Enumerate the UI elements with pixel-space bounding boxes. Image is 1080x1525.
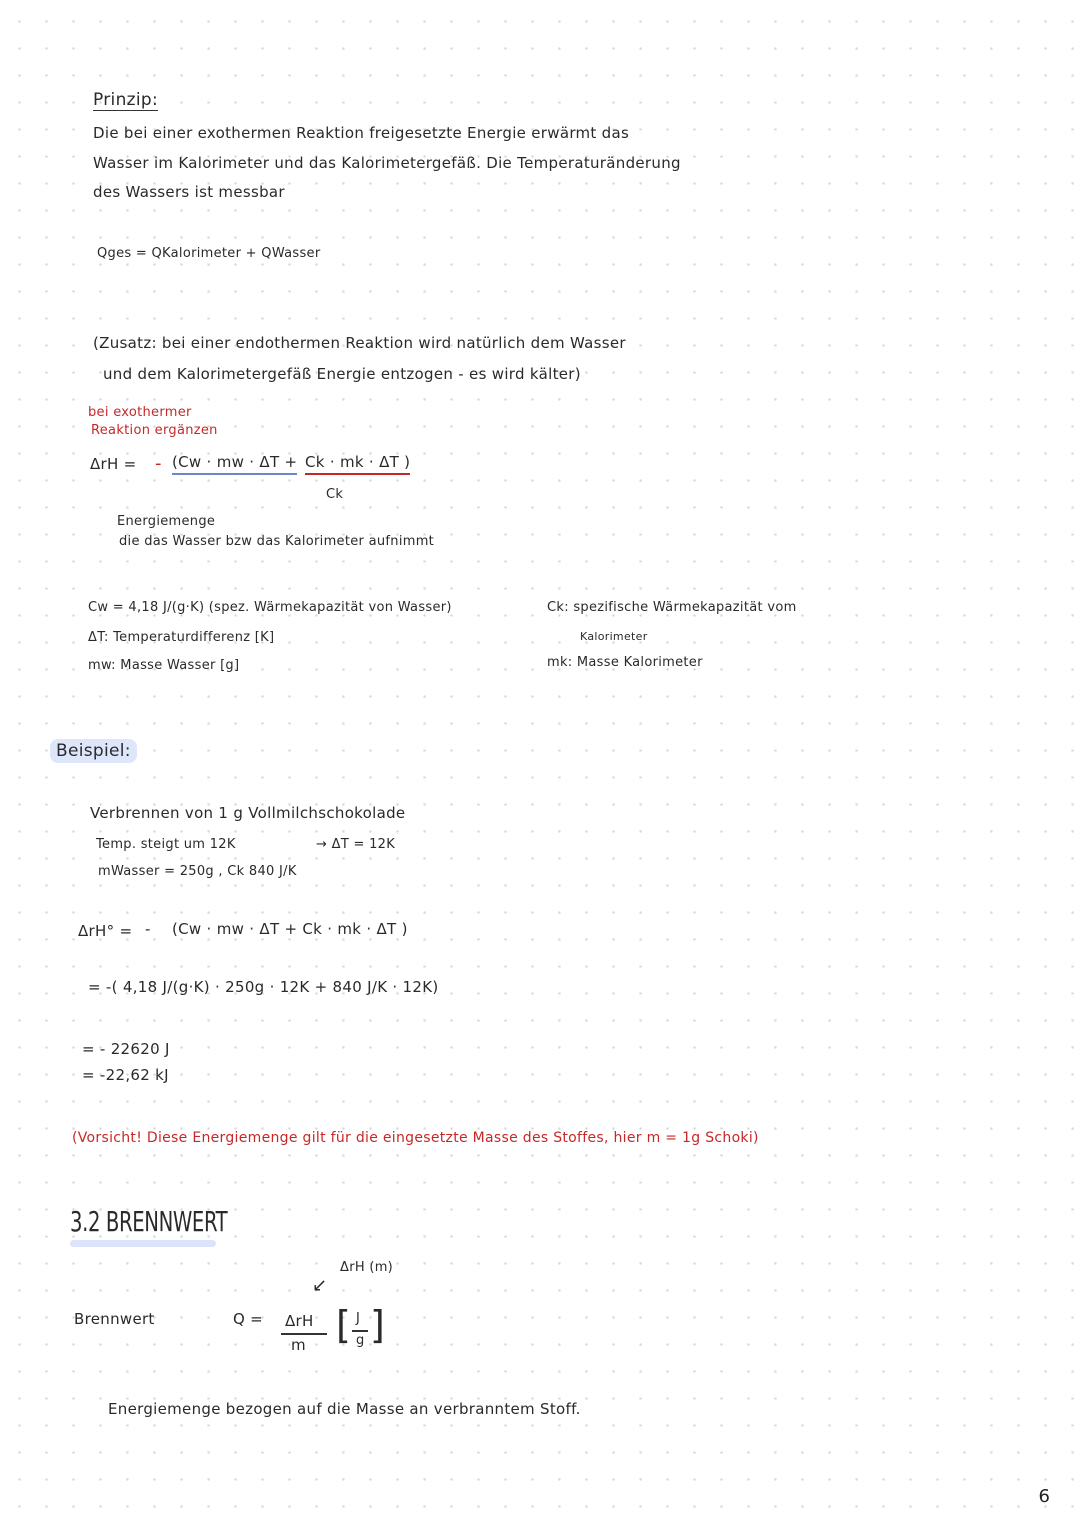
beispiel-line-2b: → ΔT = 12K [316, 837, 396, 852]
unit-bottom: g [356, 1333, 365, 1348]
legend-mk: mk: Masse Kalorimeter [547, 655, 703, 670]
legend-cw: Cw = 4,18 J/(g·K) (spez. Wärmekapazität von Wasser) [88, 600, 452, 615]
note-line-2: Reaktion ergänzen [91, 423, 218, 438]
formula-under-ck: Ck [326, 487, 344, 502]
formula-minus: - [155, 453, 162, 474]
calc-line-4: = -22,62 kJ [82, 1066, 169, 1084]
prinzip-line-3: des Wassers ist messbar [93, 183, 285, 201]
calc-line-1: (Cw · mw · ΔT + Ck · mk · ΔT ) [172, 920, 408, 938]
brennwert-annotation: ΔrH (m) [340, 1260, 394, 1275]
formula-qges: Qges = QKalorimeter + QWasser [97, 246, 321, 261]
legend-mw: mw: Masse Wasser [g] [88, 658, 240, 673]
formula-calorimeter-term: Ck · mk · ΔT ) [305, 453, 410, 475]
brennwert-description: Energiemenge bezogen auf die Masse an verbranntem Stoff. [108, 1400, 581, 1418]
section-title-highlight [70, 1240, 216, 1247]
calc-line-2: = -( 4,18 J/(g·K) · 250g · 12K + 840 J/K · 12K) [88, 978, 439, 996]
zusatz-line-2: und dem Kalorimetergefäß Energie entzogen - es wird kälter) [103, 365, 581, 383]
brennwert-arrow: ↙ [312, 1275, 328, 1296]
brennwert-q: Q = [233, 1310, 264, 1328]
unit-bracket-left: [ [336, 1303, 351, 1347]
page-number: 6 [1038, 1486, 1050, 1507]
formula-water-term: (Cw · mw · ΔT + [172, 453, 297, 475]
unit-bracket-right: ] [370, 1303, 385, 1347]
beispiel-line-3: mWasser = 250g , Ck 840 J/K [98, 864, 297, 879]
warning-note: (Vorsicht! Diese Energiemenge gilt für die eingesetzte Masse des Stoffes, hier m = 1g Schoki) [72, 1130, 759, 1146]
brennwert-label: Brennwert [74, 1310, 155, 1328]
calc-line-3: = - 22620 J [82, 1040, 170, 1058]
prinzip-heading: Prinzip: [93, 90, 159, 110]
beispiel-line-2a: Temp. steigt um 12K [96, 837, 236, 852]
formula-lhs: ΔrH = [90, 455, 137, 473]
energy-label-line-2: die das Wasser bzw das Kalorimeter aufnimmt [119, 534, 435, 549]
beispiel-line-1: Verbrennen von 1 g Vollmilchschokolade [90, 804, 406, 822]
calc-lhs: ΔrH° = [78, 922, 133, 940]
legend-dt: ΔT: Temperaturdifferenz [K] [88, 630, 275, 645]
legend-ck-1: Ck: spezifische Wärmekapazität vom [547, 600, 797, 615]
beispiel-heading: Beispiel: [50, 739, 137, 763]
calc-minus: - [145, 920, 151, 938]
brennwert-fraction-line [281, 1333, 327, 1335]
brennwert-numerator: ΔrH [285, 1312, 314, 1330]
unit-top: J [356, 1311, 361, 1326]
energy-label-line-1: Energiemenge [117, 514, 216, 529]
note-line-1: bei exothermer [88, 405, 192, 420]
zusatz-line-1: (Zusatz: bei einer endothermen Reaktion wird natürlich dem Wasser [93, 334, 626, 352]
prinzip-line-1: Die bei einer exothermen Reaktion freigesetzte Energie erwärmt das [93, 124, 630, 142]
section-title: 3.2 BRENNWERT [70, 1205, 228, 1238]
unit-fraction-line [352, 1330, 368, 1332]
legend-ck-2: Kalorimeter [580, 630, 648, 643]
brennwert-denominator: m [291, 1336, 306, 1354]
prinzip-line-2: Wasser im Kalorimeter und das Kalorimetergefäß. Die Temperaturänderung [93, 154, 681, 172]
